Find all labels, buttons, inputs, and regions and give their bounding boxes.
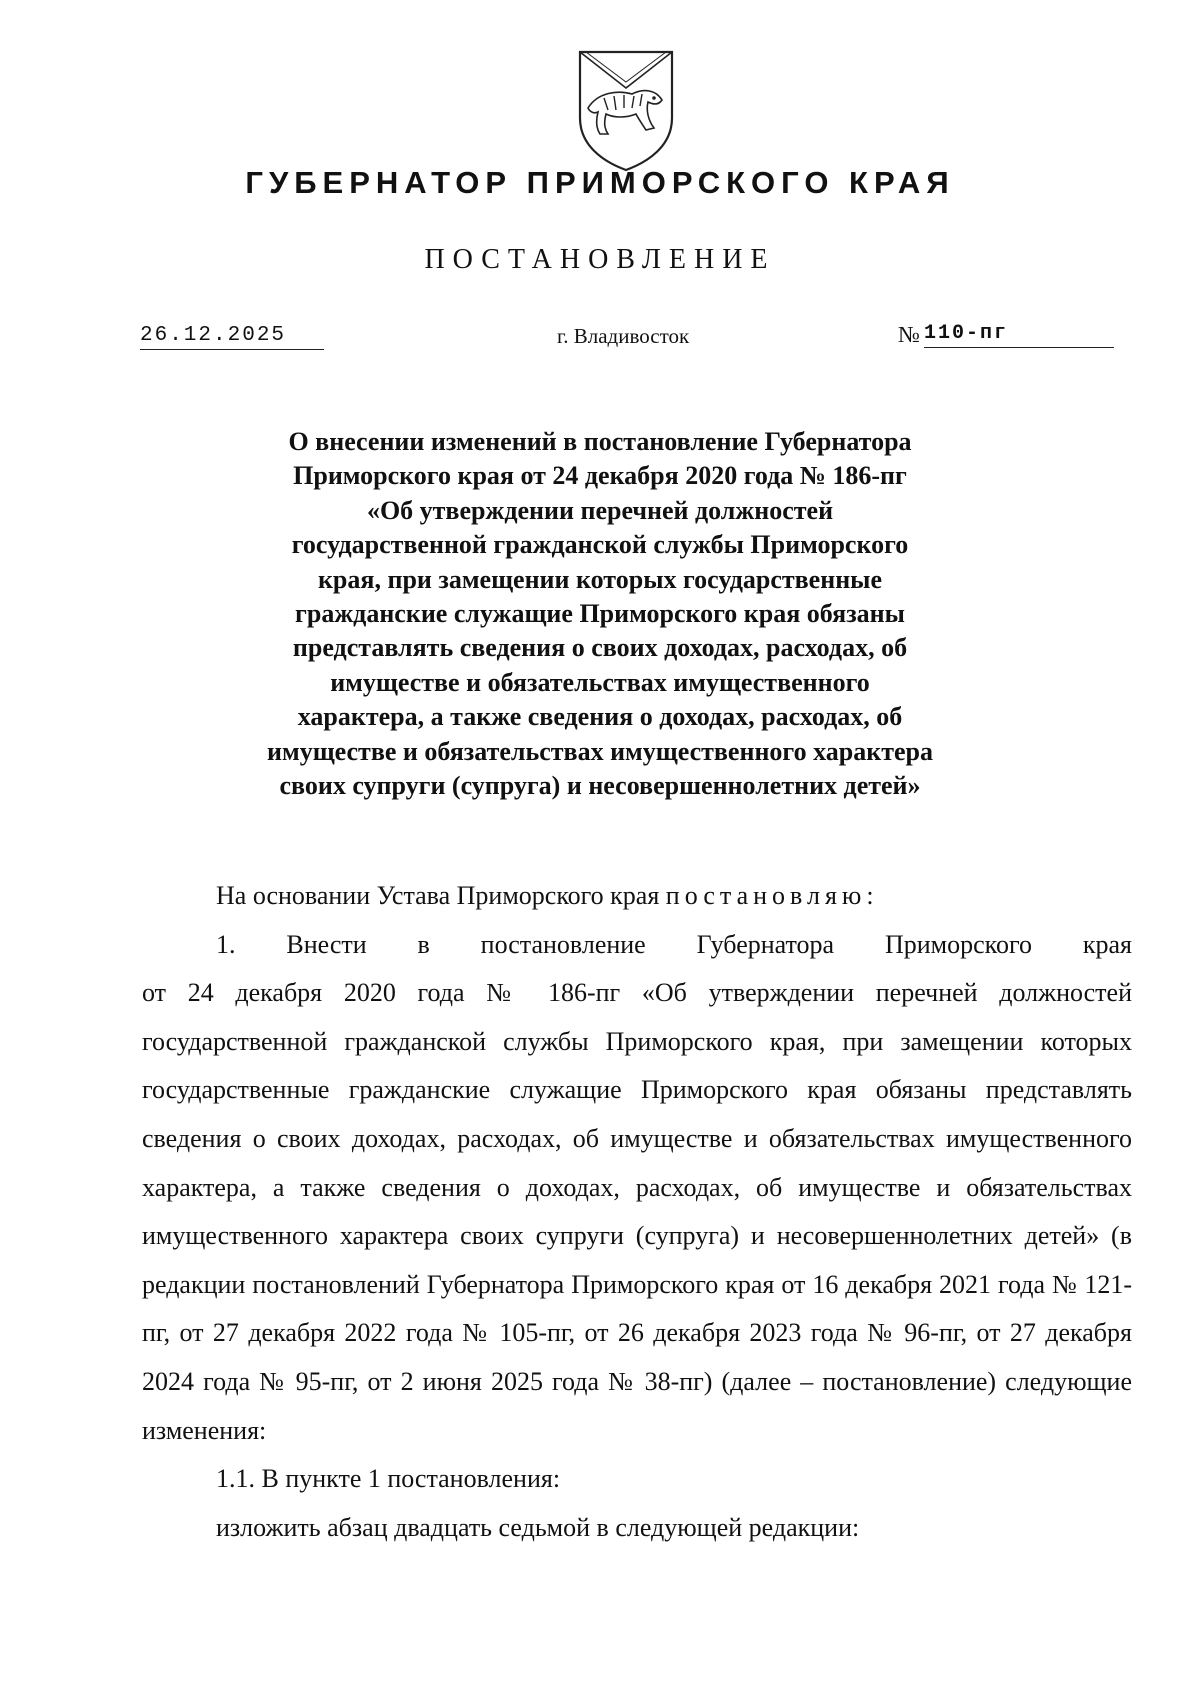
authority-heading: ГУБЕРНАТОР ПРИМОРСКОГО КРАЯ [245, 165, 955, 200]
document-city: г. Владивосток [557, 324, 690, 348]
basis-decree-word: постановляю: [665, 881, 879, 910]
primorsky-krai-coat-of-arms-icon [574, 48, 678, 174]
title-line: О внесении изменений в постановление Губернатора [288, 427, 912, 456]
last-line: изложить абзац двадцать седьмой в следующей редакции: [216, 1512, 860, 1542]
number-prefix: № [898, 322, 920, 347]
item-1-number: 1. [216, 929, 236, 959]
title-line: «Об утверждении перечней должностей [366, 495, 834, 525]
title-line: характера, а также сведения о доходах, расходах, об [297, 702, 903, 732]
document-body [142, 872, 1132, 1552]
basis-text: На основании Устава Приморского края [216, 881, 660, 910]
title-line: Приморского края от 24 декабря 2020 года № 186-пг [293, 461, 907, 491]
document-number [898, 322, 1114, 348]
title-line: края, при замещении которых государственные [317, 564, 883, 594]
item-1-word: края [1082, 929, 1132, 959]
item-1-word: Внести [286, 929, 367, 959]
item-1-word: Губернатора [696, 929, 835, 959]
title-line: имуществе и обязательствах имущественного [330, 667, 870, 697]
item-1-word: Приморского [884, 929, 1032, 959]
item-1-first-line [142, 921, 1132, 970]
subitem-1-1: 1.1. В пункте 1 постановления: [216, 1464, 561, 1494]
title-line: своих супруги (супруга) и несовершеннолетних детей» [279, 771, 921, 801]
basis-paragraph [142, 872, 1132, 921]
title-line: гражданские служащие Приморского края обязаны [295, 599, 905, 629]
document-type: ПОСТАНОВЛЕНИЕ [424, 244, 776, 275]
item-1-word: в [417, 929, 430, 959]
title-line: государственной гражданской службы Приморского [291, 530, 909, 560]
item-1-word: постановление [480, 929, 646, 959]
document-title [200, 425, 1000, 803]
title-line: представлять сведения о своих доходах, расходах, об [292, 633, 908, 663]
number-value: 110-пг [924, 322, 1114, 348]
item-1-text: от 24 декабря 2020 года № 186-пг «Об утверждении перечней должностей государственной гражданской службы Приморского края, при замещении которых государственные гражданские служащие Приморского края обязаны представлять сведения о своих доходах, расходах, об имуществе и обязательствах имущественного характера, а также сведения о доходах, расходах, об имуществе и обязательствах имущественного характера своих супруги (супруга) и несовершеннолетних детей» (в редакции постановлений Губернатора Приморского края от 16 декабря 2021 года № 121-пг, от 27 декабря 2022 года № 105-пг, от 26 декабря 2023 года № 96-пг, от 27 декабря 2024 года № 95-пг, от 2 июня 2025 года № 38-пг) (далее – постановление) следующие изменения: [142, 978, 1132, 1445]
title-line: имуществе и обязательствах имущественного характера [267, 736, 933, 766]
document-date: 26.12.2025 [140, 324, 324, 350]
